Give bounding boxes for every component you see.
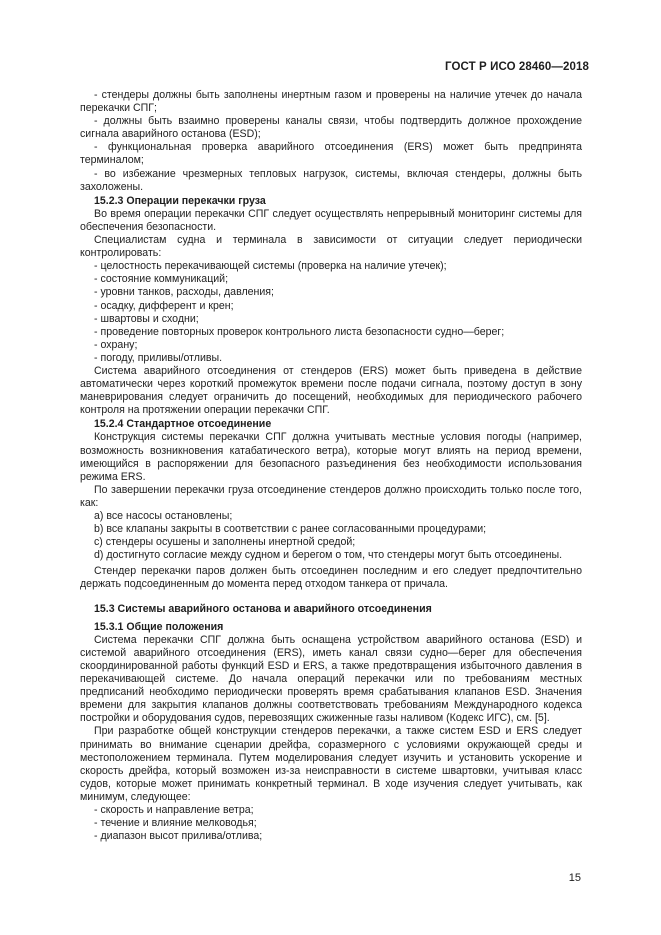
page-number: 15 [568, 872, 581, 884]
section-heading-15-2-4: 15.2.4 Стандартное отсоединение [94, 418, 272, 431]
list-item: - диапазон высот прилива/отлива; [94, 830, 263, 843]
paragraph: Специалистам судна и терминала в зависимости от ситуации следует периодически контролировать: [80, 234, 582, 260]
list-item: a) все насосы остановлены; [94, 510, 233, 522]
list-item: b) все клапаны закрыты в соответствии с ранее согласованными процедурами; [94, 523, 487, 536]
page-body [80, 89, 582, 843]
list-item: - течение и влияние мелководья; [94, 817, 257, 830]
list-item: d) достигнуто согласие между судном и берегом о том, что стендеры могут быть отсоединены. [94, 549, 563, 562]
standard-header: ГОСТ Р ИСО 28460—2018 [444, 61, 589, 73]
list-item: - уровни танков, расходы, давления; [94, 286, 274, 299]
section-heading-15-3: 15.3 Системы аварийного останова и аварийного отсоединения [94, 602, 432, 615]
paragraph: Система аварийного отсоединения от стендеров (ERS) может быть приведена в действие автоматически через короткий промежуток времени после подачи сигнала, поэтому доступ в зону маневрирования следует ограничить до посещений, необходимых для периодического рабочего контроля на протяжении операции перекачки СПГ. [80, 364, 582, 417]
bullet-item: - во избежание чрезмерных тепловых нагрузок, системы, включая стендеры, должны быть захоложены. [80, 167, 582, 193]
bullet-item: - функциональная проверка аварийного отсоединения (ERS) может быть предпринята терминалом; [80, 141, 582, 167]
section-heading-15-2-3: 15.2.3 Операции перекачки груза [94, 194, 266, 207]
list-item: c) стендеры осушены и заполнены инертной средой; [94, 536, 356, 549]
paragraph: Стендер перекачки паров должен быть отсоединен последним и его следует предпочтительно держать подсоединенным до момента перед отходом танкера от причала. [80, 565, 582, 591]
list-item: - проведение повторных проверок контрольного листа безопасности судно—берег; [94, 325, 505, 338]
paragraph: Конструкция системы перекачки СПГ должна учитывать местные условия погоды (например, возможность возникновения катабатического ветра), которые могут влиять на период времени, имеющийся в распоряжении для безопасного разъединения без необходимости использования режима ERS. [80, 431, 582, 483]
paragraph: Во время операции перекачки СПГ следует осуществлять непрерывный мониторинг системы для обеспечения безопасности. [80, 207, 582, 233]
list-item: - состояние коммуникаций; [94, 273, 229, 286]
section-heading-15-3-1: 15.3.1 Общие положения [94, 620, 224, 633]
paragraph: Система перекачки СПГ должна быть оснащена устройством аварийного останова (ESD) и системой аварийного отсоединения (ERS), иметь канал связи судно—берег для обеспечения скоординированной работы функций ESD и ERS, а также предотвращения избыточного давления в перекачивающей системе. До начала операций перекачки или по требованиям местных предписаний необходимо периодически проверять время срабатывания клапанов ESD. Значения времени для закрытия клапанов должны соответствовать требованиям Международного кодекса постройки и оборудования судов, перевозящих сжиженные газы наливом (Кодекс ИГС), см. [5]. [80, 633, 582, 725]
list-item: - скорость и направление ветра; [94, 803, 254, 816]
paragraph: По завершении перекачки груза отсоединение стендеров должно происходить только после того, как: [80, 483, 582, 509]
list-item: - швартовы и сходни; [94, 312, 199, 325]
bullet-item: - должны быть взаимно проверены каналы связи, чтобы подтвердить должное прохождение сигнала аварийного останова (ESD); [80, 115, 582, 141]
list-item: - целостность перекачивающей системы (проверка на наличие утечек); [94, 260, 447, 273]
bullet-item: - стендеры должны быть заполнены инертным газом и проверены на наличие утечек до начала перекачки СПГ; [80, 89, 582, 115]
list-item: - осадку, дифферент и крен; [94, 299, 234, 312]
list-item: - погоду, приливы/отливы. [94, 351, 223, 364]
paragraph: При разработке общей конструкции стендеров перекачки, а также систем ESD и ERS следует принимать во внимание сценарии дрейфа, соразмерного с условиями окружающей среды и местоположением терминала. Путем моделирования следует изучить и установить ускорение и скорость дрейфа, который возможен из-за неисправности в системе швартовки, учитывая класс судов, которые может принимать конкретный терминал. В ходе изучения следует учитывать, как минимум, следующее: [80, 725, 582, 803]
list-item: - охрану; [94, 338, 138, 351]
